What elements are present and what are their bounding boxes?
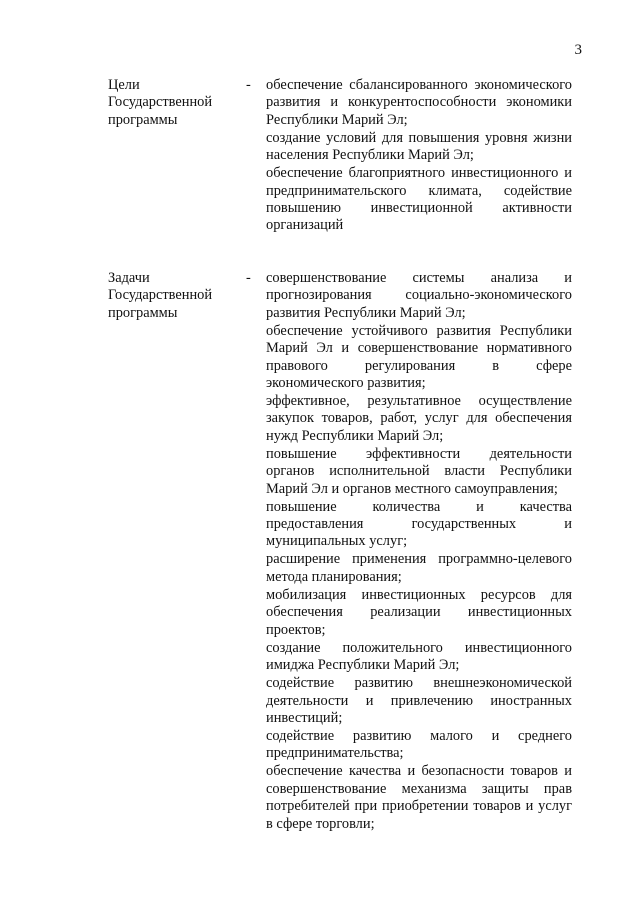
goal-item: обеспечение сбалансированного экономического развития и конкурентоспособности экономики Республики Марий Эл; bbox=[266, 77, 572, 128]
goal-item: создание условий для повышения уровня жизни населения Республики Марий Эл; bbox=[266, 129, 572, 164]
task-item: повышение количества и качества предоставления государственных и муниципальных услуг; bbox=[266, 498, 572, 550]
task-item: повышение эффективности деятельности органов исполнительной власти Республики Марий Эл и органов местного самоуправления; bbox=[266, 445, 572, 497]
task-item: расширение применения программно-целевого метода планирования; bbox=[266, 551, 572, 585]
goal-item: обеспечение благоприятного инвестиционного и предпринимательского климата, содействие повышению инвестиционной активности организаций bbox=[266, 165, 572, 234]
goals-dash: - bbox=[246, 77, 251, 93]
task-item: обеспечение устойчивого развития Республики Марий Эл и совершенствование нормативного правового регулирования в сфере экономического развития; bbox=[266, 322, 572, 392]
tasks-list bbox=[266, 270, 572, 834]
task-item: обеспечение качества и безопасности товаров и совершенствование механизма защиты прав потребителей при приобретении товаров и услуг в сфере торговли; bbox=[266, 763, 572, 832]
task-item: совершенствование системы анализа и прогнозирования социально-экономического развития Республики Марий Эл; bbox=[266, 270, 572, 321]
task-item: эффективное, результативное осуществление закупок товаров, работ, услуг для обеспечения нужд Республики Марий Эл; bbox=[266, 393, 572, 444]
task-item: содействие развитию малого и среднего предпринимательства; bbox=[266, 727, 572, 762]
goals-label: Цели Государственной программы bbox=[108, 77, 213, 128]
tasks-label: Задачи Государственной программы bbox=[108, 270, 213, 321]
task-item: содействие развитию внешнеэкономической деятельности и привлечению иностранных инвестиций; bbox=[266, 675, 572, 726]
task-item: создание положительного инвестиционного имиджа Республики Марий Эл; bbox=[266, 639, 572, 674]
goals-list bbox=[266, 77, 572, 235]
tasks-dash: - bbox=[246, 270, 251, 286]
task-item: мобилизация инвестиционных ресурсов для обеспечения реализации инвестиционных проектов; bbox=[266, 586, 572, 638]
page-number: 3 bbox=[574, 42, 582, 58]
